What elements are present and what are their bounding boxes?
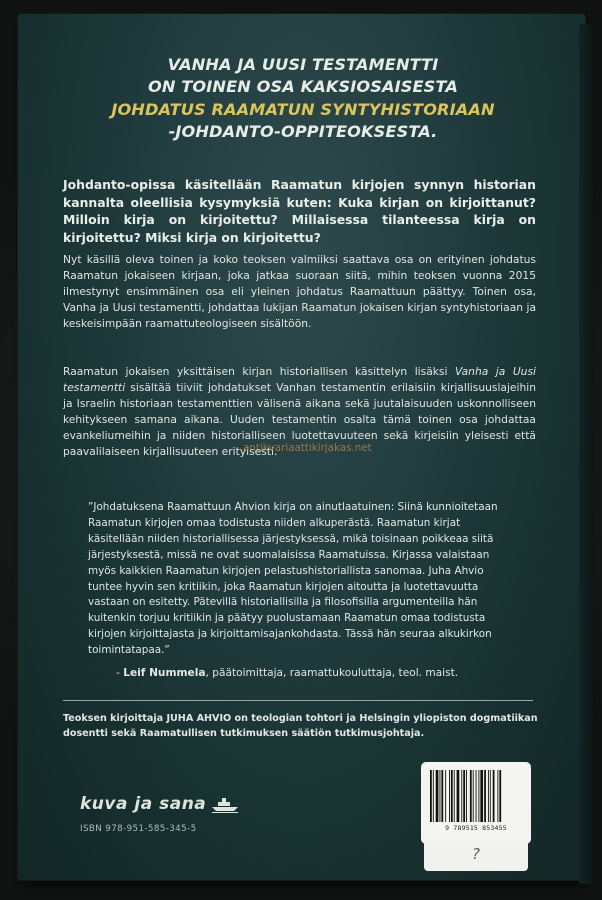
barcode-bar [476, 770, 477, 822]
cover-heading [38, 54, 568, 143]
heading-line-3: JOHDATUS RAAMATUN SYNTYHISTORIAAN [111, 99, 495, 119]
barcode-bar [470, 770, 472, 822]
barcode-label [421, 762, 531, 844]
barcode-bar [493, 770, 495, 822]
barcode-bar [480, 770, 483, 822]
review-quote: ”Johdatuksena Raamattuun Ahvion kirja on ainutlaatuinen: Siinä kunnioitetaan Raamatun kirjojen omaa todistusta niiden alkuperästä. Raamatun kirjat käsitellään niiden historiallisessa järjestyksessä, mikä toisinaan poikkeaa siitä järjestyksestä, missä ne ovat suomalaisissa Raamatuissa. Kirjassa valaistaan myös kaikkien Raamatun kirjojen pelastushistoriallista sanomaa. Juha Ahvio tuntee hyvin sen kritiikin, joka Raamatun kirjojen aitoutta ja luotettavuutta vastaan on esitetty. Pätevillä historiallisilla ja filosofisilla argumenteilla hän kuitenkin torjuu kritiikin ja päätyy puolustamaan Raamatun omaa todistusta kirjojen kirjoittajasta ja kirjoittamisajankohdasta. Tässä hän seuraa alkukirkon toimintatapaa.” [88, 501, 498, 657]
heading-line-2: ON TOINEN OSA KAKSIOSAISESTA [148, 77, 458, 97]
para2-book-title: Vanha ja Uusi testamentti [63, 365, 536, 395]
barcode-bar [451, 770, 453, 822]
barcode-bar [473, 770, 474, 822]
book-spine [579, 24, 593, 884]
barcode-number: 9 789515 853455 [445, 824, 507, 832]
barcode-bar [441, 770, 443, 822]
isbn-text: ISBN 978-951-585-345-5 [80, 824, 197, 834]
sticker-handwriting: ? [472, 845, 480, 863]
barcode-bar [463, 770, 465, 822]
barcode-bar [449, 770, 450, 822]
barcode-bar [478, 770, 479, 822]
barcode-bar [440, 770, 441, 822]
barcode-bar [484, 770, 486, 822]
barcode-bar [461, 770, 462, 822]
barcode-bar [436, 770, 439, 822]
attribution-name: Leif Nummela [123, 667, 206, 679]
barcode-icon [429, 770, 523, 822]
barcode-bar [488, 770, 489, 822]
author-bio: Teoksen kirjoittaja JUHA AHVIO on teologian tohtori ja Helsingin yliopiston dogmatiikan dosentti sekä Raamatullisen tutkimuksen säätiön tutkimusjohtaja. [63, 713, 538, 739]
intro-paragraph: Johdanto-opissa käsitellään Raamatun kirjojen synnyn historian kannalta oleellisia kysymyksiä kuten: Kuka kirjan on kirjoittanut? Milloin kirja on kirjoitettu? Millaisessa tilanteessa kirja on kirjoitettu? Miksi kirja on kirjoitettu? [63, 177, 536, 245]
heading-line-1: VANHA JA UUSI TESTAMENTTI [167, 55, 439, 74]
book-back-cover [18, 14, 585, 880]
barcode-bar [497, 770, 498, 822]
divider-line [63, 700, 533, 701]
attribution-role: , päätoimittaja, raamattukouluttaja, teol. maist. [205, 667, 459, 679]
ship-icon [210, 795, 240, 813]
heading-line-4: -JOHDANTO-OPPITEOKSESTA. [168, 121, 438, 141]
barcode-bar [457, 770, 460, 822]
price-sticker [424, 841, 528, 871]
barcode-bar [445, 770, 446, 822]
barcode-bar [499, 770, 501, 822]
para2-after: sisältää tiiviit johdatukset Vanhan testamentin erilaisiin kirjallisuuslajeihin ja Israelin historiaan testamenttien välisenä aikana sekä juutalaisuuden uskonnolliseen kehitykseen samana aikana. Uuden testamentin osalta tämä toinen osa johdattaa evankeliumeihin ja niiden historialliseen luotettavuuteen sekä kirjeisiin yleisesti että paavalilaiseen kirjallisuuteen erityisesti. [63, 381, 536, 459]
quote-attribution [116, 666, 536, 681]
barcode-bar [430, 770, 432, 822]
body-paragraph-1: Nyt käsillä oleva toinen ja koko teoksen valmiiksi saattava osa on erityinen johdatus Raamatun jokaiseen kirjaan, joka jatkaa suoraan siitä, mihin teoksen vuonna 2015 ilmestynyt ensimmäinen osa eli yleinen johdatus Raamattuun päättyy. Toinen osa, Vanha ja Uusi testamentti, johdattaa lukijan Raamatun jokaisen kirjan syntyhistoriaan ja keskeisimpään raamattuteologiseen sisältöön. [63, 253, 536, 331]
barcode-bar [454, 770, 455, 822]
barcode-bar [490, 770, 491, 822]
barcode-bar [433, 770, 434, 822]
watermark: antikvariaattikirjakas.net [243, 442, 372, 454]
attribution-dash: - [116, 667, 124, 679]
para2-before: Raamatun jokaisen yksittäisen kirjan historiallisen käsittelyn lisäksi [63, 365, 455, 378]
publisher-logo [80, 793, 240, 815]
publisher-logo-text: kuva ja sana [80, 794, 207, 814]
barcode-bar [466, 770, 467, 822]
